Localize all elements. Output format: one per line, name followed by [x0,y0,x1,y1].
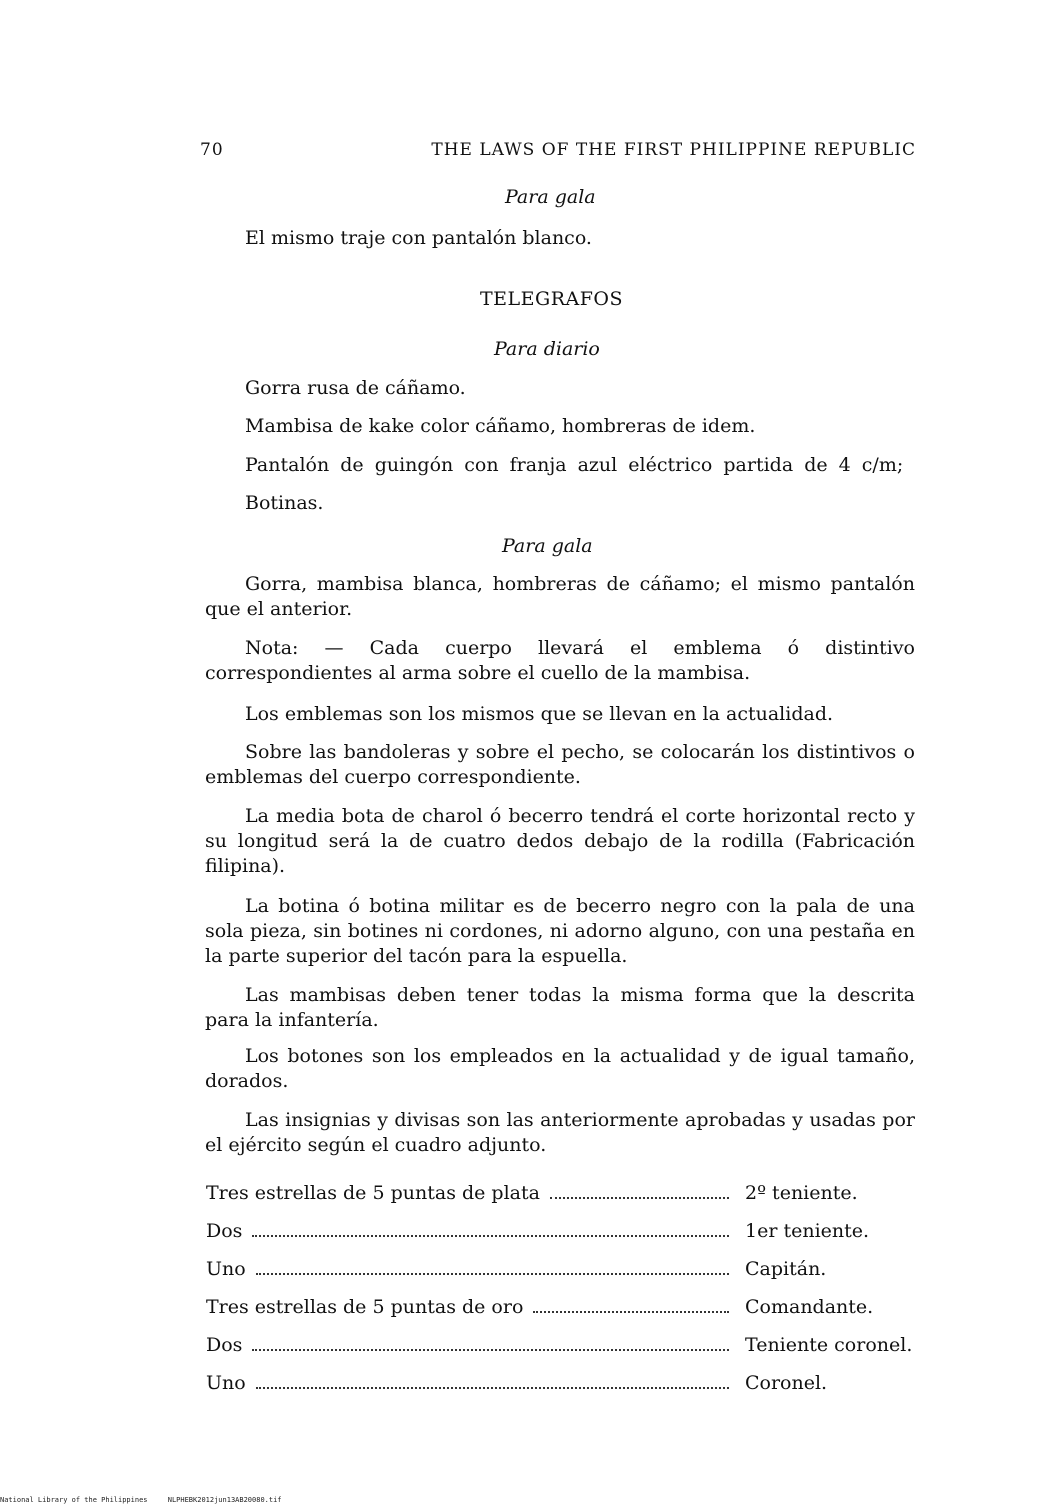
rank-row [206,1296,920,1322]
file-id: NLPHEBK2012jun13AB20080.tif [167,1496,282,1504]
paragraph-nota: Nota: — Cada cuerpo llevará el emblema ó distintivo correspondientes al arma sobre el cuello de la mambisa. [205,637,915,684]
rank-title: 1er teniente. [745,1220,870,1242]
gala-text: El mismo traje con pantalón blanco. [245,227,592,249]
section-heading-telegrafos: TELEGRAFOS [480,288,624,310]
rank-insignia: Dos [206,1220,243,1242]
rank-title: 2º teniente. [745,1182,858,1204]
paragraph: Las mambisas deben tener todas la misma forma que la descrita para la infantería. [205,984,915,1031]
rank-title: Teniente coronel. [745,1334,913,1356]
paragraph: Los emblemas son los mismos que se llevan en la actualidad. [245,703,834,725]
page-number: 70 [200,140,224,160]
rank-row [206,1372,920,1398]
subheading-para-gala: Para gala [505,186,596,208]
rank-title: Capitán. [745,1258,827,1280]
subheading-para-gala-2: Para gala [502,535,593,557]
dot-leader [550,1185,729,1199]
paragraph: Gorra, mambisa blanca, hombreras de cáñamo; el mismo pantalón que el anterior. [205,573,915,620]
rank-title: Comandante. [745,1296,874,1318]
paragraph: La media bota de charol ó becerro tendrá el corte horizontal recto y su longitud será la de cuatro dedos debajo de la rodilla (Fabricación filipina). [205,805,915,877]
diario-item: Mambisa de kake color cáñamo, hombreras de idem. [245,415,756,437]
library-credit: National Library of the Philippines [0,1496,148,1504]
running-title: THE LAWS OF THE FIRST PHILIPPINE REPUBLIC [431,140,916,160]
rank-insignia: Uno [206,1258,246,1280]
paragraph: La botina ó botina militar es de becerro negro con la pala de una sola pieza, sin botines ni cordones, ni adorno alguno, con una pestaña en la parte superior del tacón para la espuella. [205,895,915,967]
dot-leader [533,1299,729,1313]
rank-row [206,1258,920,1284]
dot-leader [256,1375,729,1389]
rank-insignia: Tres estrellas de 5 puntas de oro [206,1296,524,1318]
dot-leader [252,1223,729,1237]
dot-leader [256,1261,729,1275]
diario-item: Pantalón de guingón con franja azul eléctrico partida de 4 c/m; [245,454,904,476]
paragraph: Los botones son los empleados en la actualidad y de igual tamaño, dorados. [205,1045,915,1092]
rank-row [206,1220,920,1246]
dot-leader [252,1337,729,1351]
rank-insignia: Uno [206,1372,246,1394]
paragraph: Sobre las bandoleras y sobre el pecho, se colocarán los distintivos o emblemas del cuerpo correspondiente. [205,741,915,788]
rank-title: Coronel. [745,1372,828,1394]
rank-insignia: Dos [206,1334,243,1356]
subheading-para-diario: Para diario [494,338,600,360]
rank-insignia: Tres estrellas de 5 puntas de plata [206,1182,540,1204]
scan-footer [0,1496,298,1504]
page-header [200,140,916,160]
paragraph: Las insignias y divisas son las anteriormente aprobadas y usadas por el ejército según el cuadro adjunto. [205,1109,915,1156]
diario-item: Gorra rusa de cáñamo. [245,377,466,399]
rank-row [206,1334,920,1360]
rank-row [206,1182,920,1208]
diario-item: Botinas. [245,492,324,514]
